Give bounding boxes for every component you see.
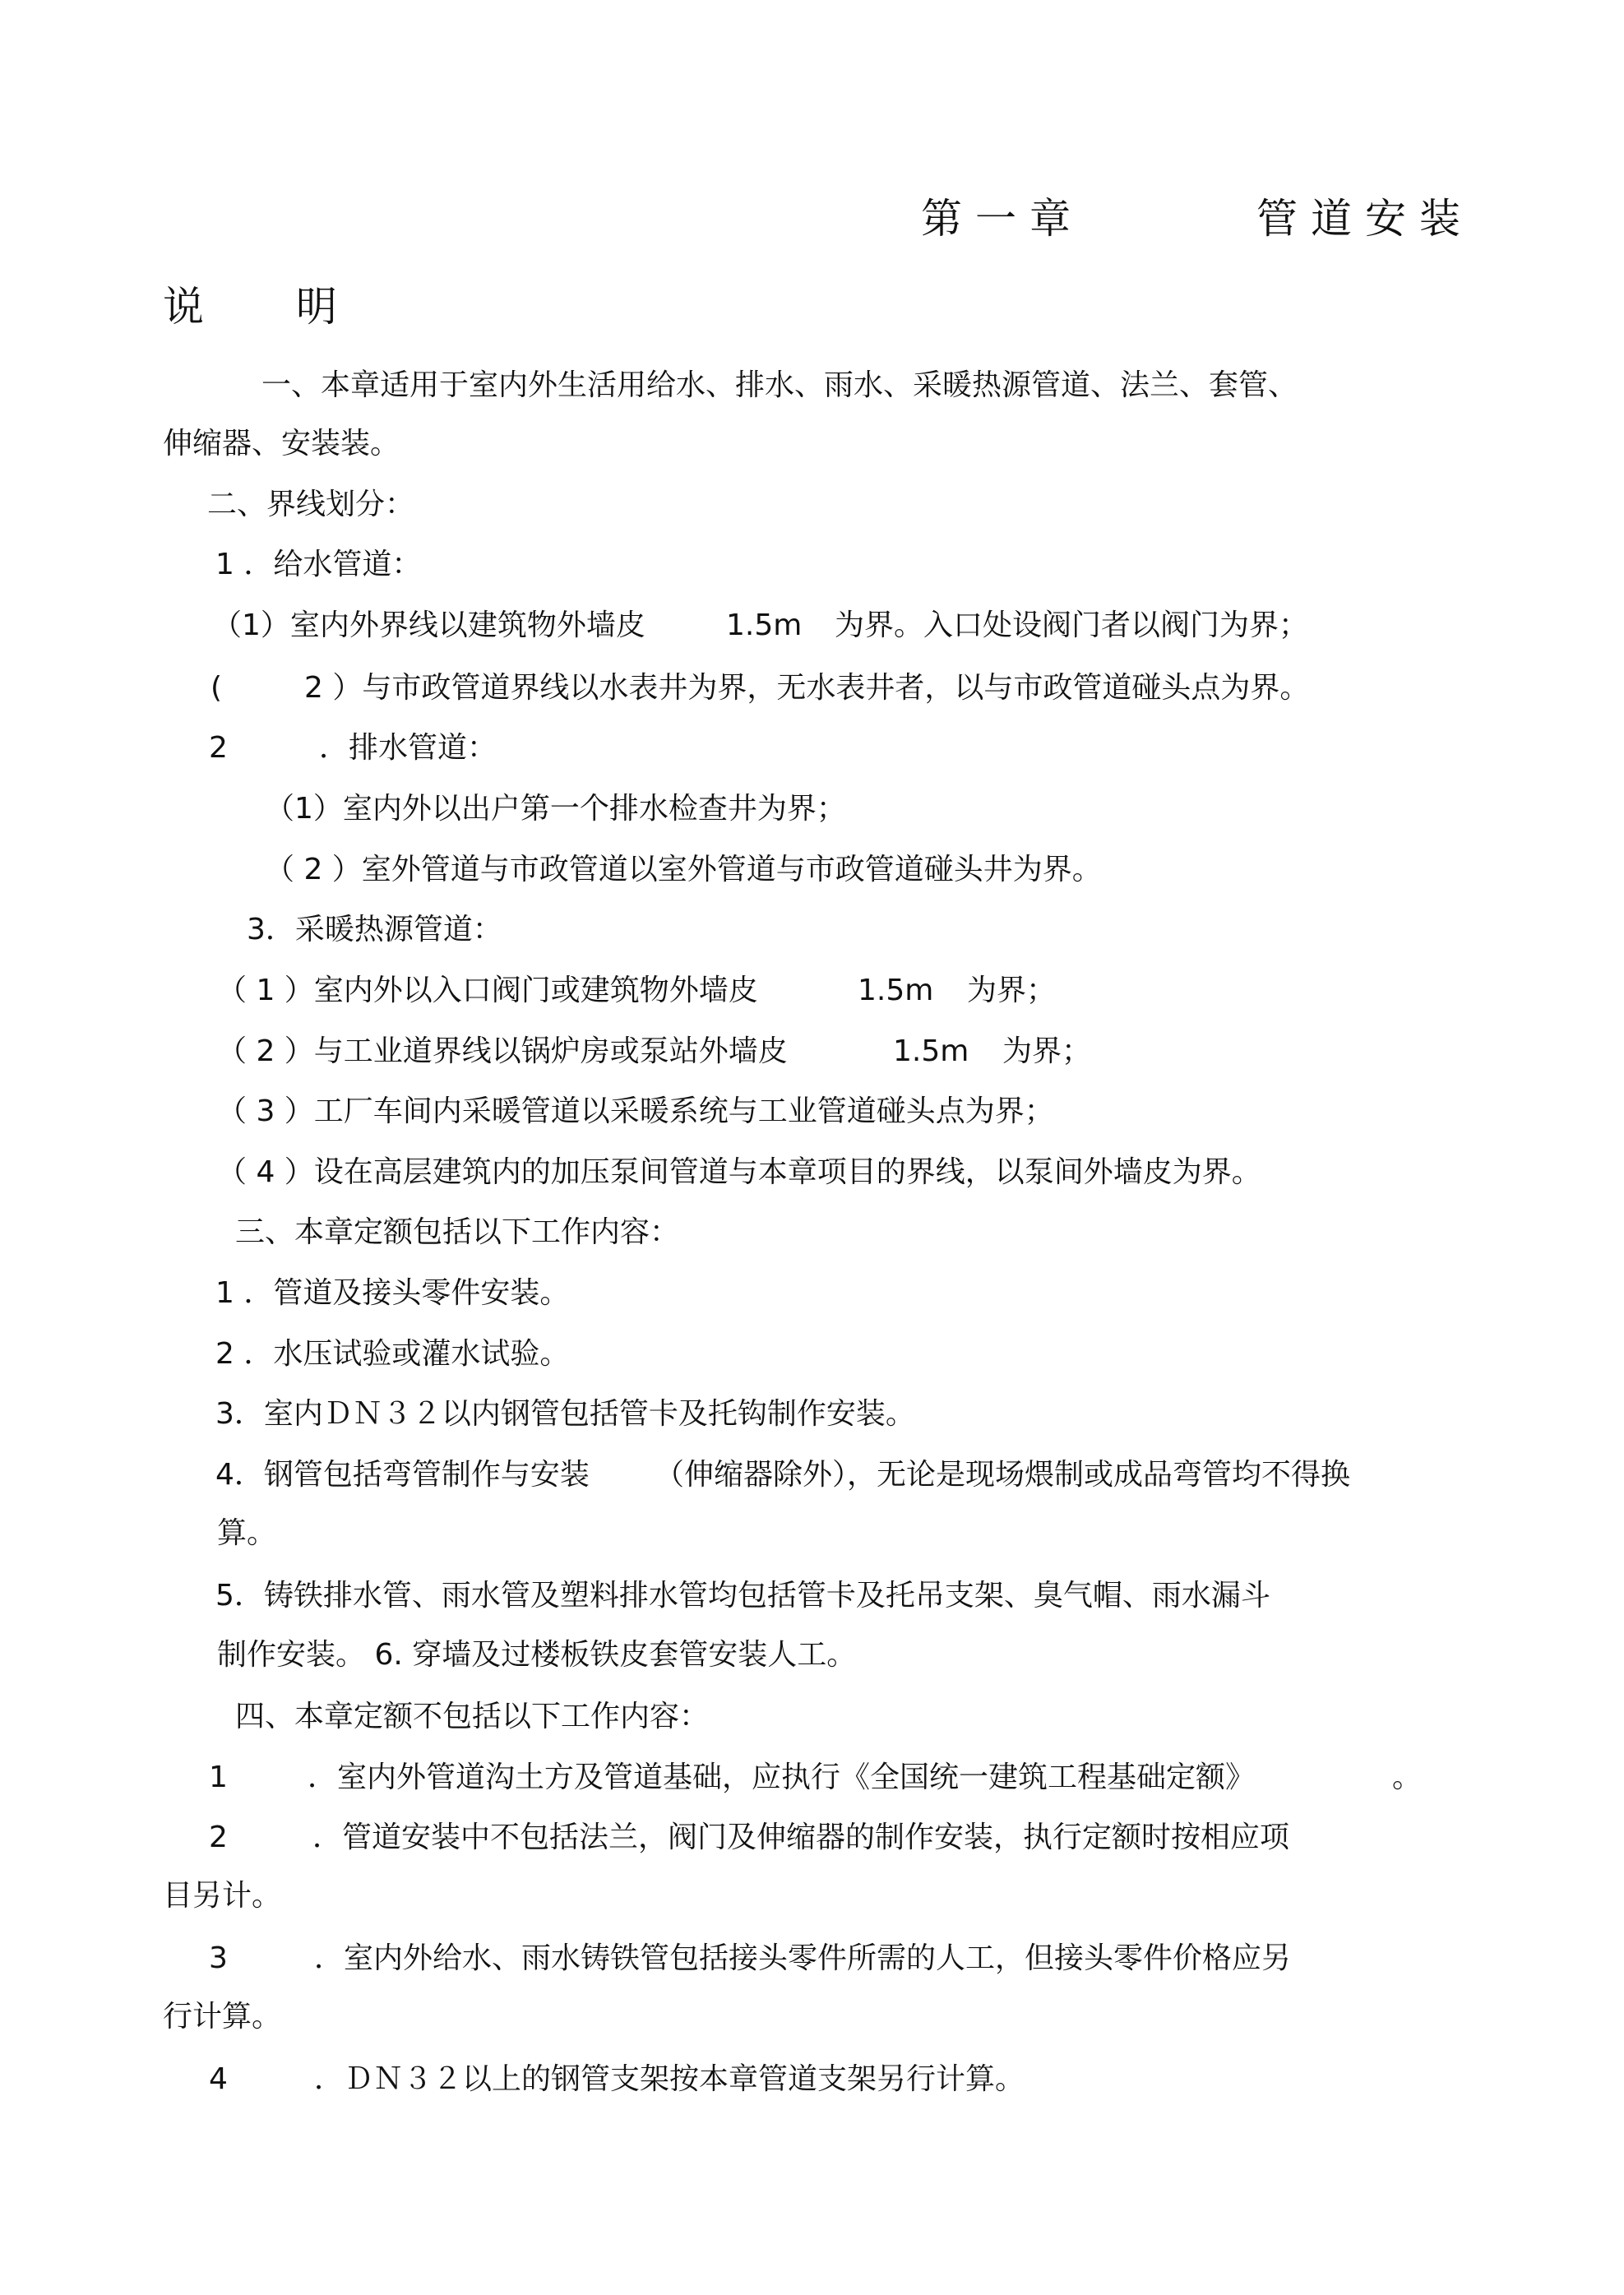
text-line: （ 1 ）室内外以入口阀门或建筑物外墙皮 bbox=[217, 974, 758, 1007]
text-line: 为界； bbox=[967, 974, 1057, 1007]
text-line: 为界； bbox=[1002, 1034, 1092, 1068]
text-line: 3 bbox=[209, 1941, 228, 1975]
text-line: 行计算。 bbox=[163, 2000, 282, 2034]
text-line: 1.5m bbox=[893, 1034, 969, 1068]
text-line: 算。 bbox=[217, 1516, 277, 1550]
chapter-title: 管道安装 bbox=[1256, 195, 1474, 243]
text-line: 1 ．管道及接头零件安装。 bbox=[215, 1276, 570, 1310]
text-line: 三、本章定额包括以下工作内容： bbox=[235, 1215, 680, 1249]
text-line: 1.5m bbox=[858, 974, 934, 1007]
chapter-label: 第一章 bbox=[921, 195, 1084, 243]
text-line: 四、本章定额不包括以下工作内容： bbox=[235, 1700, 710, 1733]
text-line: 4 bbox=[209, 2062, 228, 2096]
text-line: 2 ．水压试验或灌水试验。 bbox=[215, 1337, 570, 1371]
text-line: （ 4 ）设在高层建筑内的加压泵间管道与本章项目的界线，以泵间外墙皮为界。 bbox=[217, 1155, 1261, 1189]
text-line: 2 ）与市政管道界线以水表井为界，无水表井者，以与市政管道碰头点为界。 bbox=[304, 671, 1310, 705]
text-line: （伸缩器除外），无论是现场煨制或成品弯管均不得换 bbox=[655, 1458, 1351, 1492]
text-line: 2 bbox=[209, 731, 228, 765]
text-line: 一、本章适用于室内外生活用给水、排水、雨水、采暖热源管道、法兰、套管、 bbox=[261, 368, 1298, 402]
text-line: 4．钢管包括弯管制作与安装 bbox=[215, 1458, 590, 1492]
text-line: 3．室内ＤＮ３２以内钢管包括管卡及托钩制作安装。 bbox=[215, 1397, 915, 1431]
text-line: （ 2 ）与工业道界线以锅炉房或泵站外墙皮 bbox=[217, 1034, 788, 1068]
text-line: 1 bbox=[209, 1761, 228, 1794]
text-line: ．室内外给水、雨水铸铁管包括接头零件所需的人工，但接头零件价格应另 bbox=[314, 1941, 1292, 1975]
text-line: 5．铸铁排水管、雨水管及塑料排水管均包括管卡及托吊支架、臭气帽、雨水漏斗 bbox=[215, 1579, 1270, 1613]
text-line: ．ＤＮ３２以上的钢管支架按本章管道支架另行计算。 bbox=[314, 2062, 1025, 2096]
text-line: 。 bbox=[1392, 1761, 1423, 1794]
text-line: ．室内外管道沟土方及管道基础，应执行《全国统一建筑工程基础定额》 bbox=[308, 1761, 1256, 1794]
text-line: （ 2 ）室外管道与市政管道以室外管道与市政管道碰头井为界。 bbox=[265, 853, 1102, 886]
text-line: 伸缩器、安装装。 bbox=[163, 427, 400, 460]
text-line: 3．采暖热源管道： bbox=[247, 913, 502, 946]
text-line: 1 ．给水管道： bbox=[215, 548, 422, 581]
text-line: （ 3 ）工厂车间内采暖管道以采暖系统与工业管道碰头点为界； bbox=[217, 1094, 1054, 1128]
text-line: ．管道安装中不包括法兰，阀门及伸缩器的制作安装，执行定额时按相应项 bbox=[312, 1821, 1290, 1854]
text-line: ．排水管道： bbox=[319, 731, 497, 765]
text-line: 1.5m bbox=[726, 608, 803, 642]
text-line: （1）室内外以出户第一个排水检查井为界； bbox=[265, 792, 846, 826]
text-line: 2 bbox=[209, 1821, 228, 1854]
text-line: 制作安装。 6. 穿墙及过楼板铁皮套管安装人工。 bbox=[217, 1638, 857, 1672]
text-line: 二、界线划分： bbox=[207, 488, 415, 521]
text-line: （1）室内外界线以建筑物外墙皮 bbox=[212, 608, 645, 642]
text-line: ( bbox=[211, 671, 223, 705]
text-line: 目另计。 bbox=[163, 1879, 282, 1913]
section-title: 说 明 bbox=[163, 283, 377, 331]
text-line: 为界。入口处设阀门者以阀门为界； bbox=[835, 608, 1309, 642]
